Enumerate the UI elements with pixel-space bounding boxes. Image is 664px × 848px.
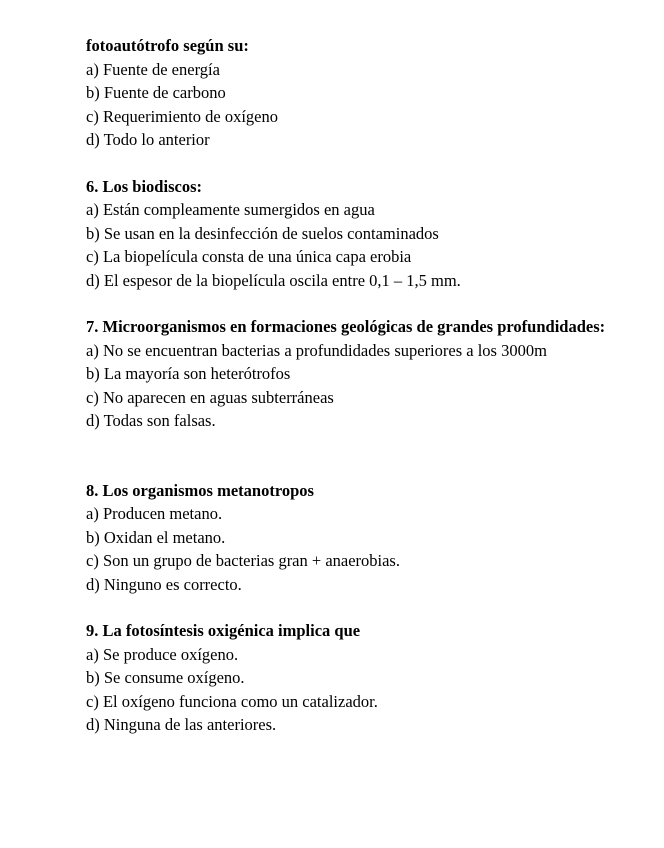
option-a: a) Se produce oxígeno. [86,644,239,664]
question-block-7 [86,315,606,433]
option-b: b) Se consume oxígeno. [86,668,245,687]
spacer [86,596,606,619]
option-c: c) No aparecen en aguas subterráneas [86,387,334,407]
option-b: b) La mayoría son heterótrofos [86,364,291,383]
option-d: d) Ninguna de las anteriores. [86,715,277,734]
option-a: a) Fuente de energía [86,59,220,79]
option-d: d) Todas son falsas. [86,411,216,430]
spacer [86,292,606,315]
option-c: c) Son un grupo de bacterias gran + anaerobias. [86,551,400,570]
question-text: 8. Los organismos metanotropos [86,480,314,500]
question-text: 6. Los biodiscos: [86,176,202,196]
question-text: 9. La fotosíntesis oxigénica implica que [86,621,361,640]
option-a: a) Están compleamente sumergidos en agua [86,200,375,219]
question-block-8 [86,479,606,597]
question-text: fotoautótrofo según su: [86,36,249,55]
question-block-9 [86,619,606,737]
option-c: c) El oxígeno funciona como un catalizador. [86,691,378,711]
option-c: c) La biopelícula consta de una única capa erobia [86,247,412,266]
option-c: c) Requerimiento de oxígeno [86,106,278,126]
question-block-5 [86,34,606,152]
option-b: b) Se usan en la desinfección de suelos contaminados [86,223,439,243]
option-a: a) No se encuentran bacterias a profundidades superiores a los 3000m [86,340,547,360]
question-block-6 [86,175,606,293]
option-d: d) Ninguno es correcto. [86,574,242,594]
option-d: d) El espesor de la biopelícula oscila entre 0,1 – 1,5 mm. [86,270,461,290]
document-page [86,34,606,737]
option-a: a) Producen metano. [86,504,223,523]
spacer [86,433,606,479]
spacer [86,152,606,175]
question-text: 7. Microorganismos en formaciones geológicas de grandes profundidades: [86,317,606,336]
option-b: b) Oxidan el metano. [86,527,226,547]
option-b: b) Fuente de carbono [86,83,226,102]
option-d: d) Todo lo anterior [86,130,210,149]
